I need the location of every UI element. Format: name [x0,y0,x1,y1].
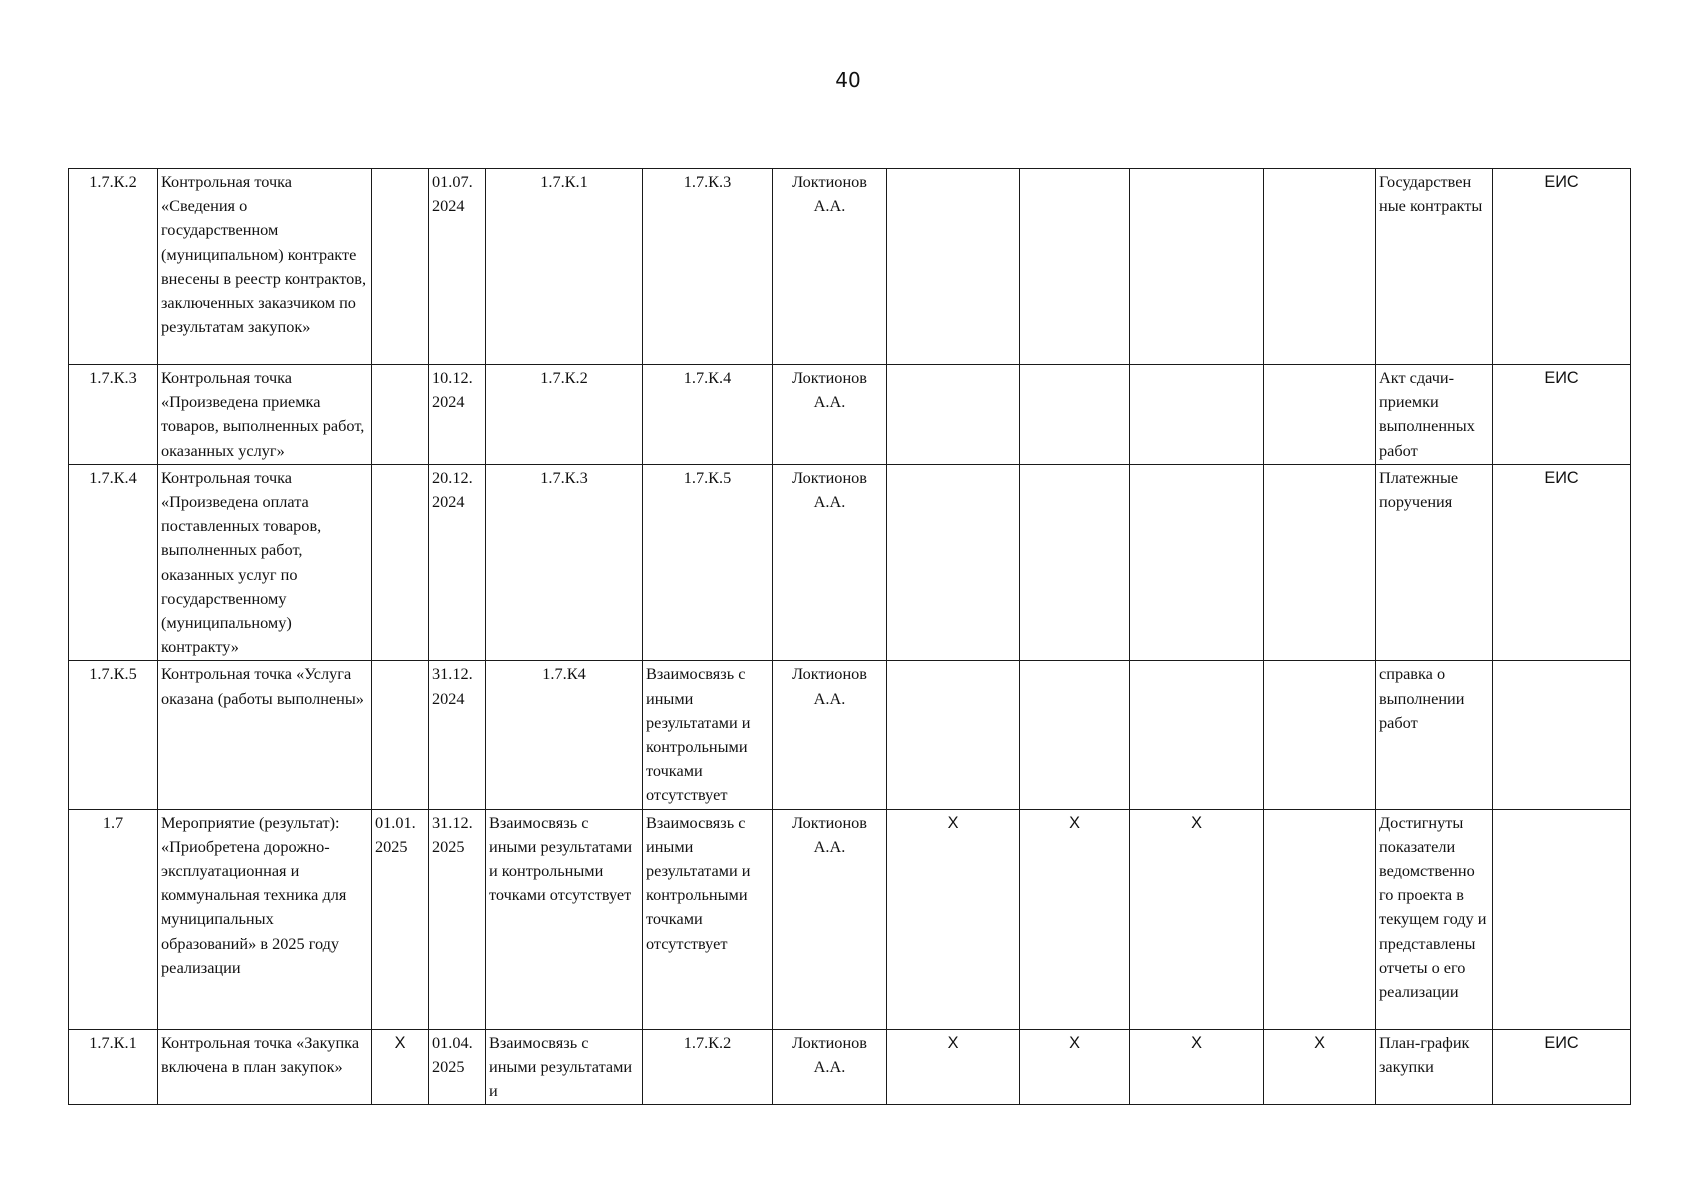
successor-cell: Взаимосвязь с иными результатами и контрольными точками отсутствует [643,661,773,809]
row-name-cell: Контрольная точка «Произведена оплата поставленных товаров, выполненных работ, оказанных услуг по государственному (муниципальному) контракту» [158,464,372,661]
start-date-cell [372,661,429,809]
end-date-cell: 20.12. 2024 [429,464,486,661]
mark-cell-2: X [1020,809,1130,1029]
mark-cell-1: X [887,809,1020,1029]
table-row [69,661,1631,809]
predecessor-cell: 1.7.К.3 [486,464,643,661]
responsible-cell: Локтионов А.А. [773,365,887,465]
system-cell [1493,661,1631,809]
mark-cell-3 [1130,169,1264,365]
predecessor-cell: Взаимосвязь с иными результатами и [486,1029,643,1105]
system-cell: ЕИС [1493,365,1631,465]
mark-cell-2: X [1020,1029,1130,1105]
table-row [69,1029,1631,1105]
mark-cell-2 [1020,464,1130,661]
row-number-cell: 1.7.К.3 [69,365,158,465]
mark-cell-2 [1020,365,1130,465]
mark-cell-1 [887,169,1020,365]
mark-cell-3 [1130,661,1264,809]
mark-cell-4 [1264,809,1376,1029]
row-number-cell: 1.7.К.4 [69,464,158,661]
mark-cell-3 [1130,464,1264,661]
plan-table [68,168,1631,1105]
responsible-cell: Локтионов А.А. [773,661,887,809]
responsible-cell: Локтионов А.А. [773,1029,887,1105]
system-cell [1493,809,1631,1029]
successor-cell: 1.7.К.5 [643,464,773,661]
row-number-cell: 1.7.К.2 [69,169,158,365]
start-date-cell: X [372,1029,429,1105]
successor-cell: Взаимосвязь с иными результатами и контрольными точками отсутствует [643,809,773,1029]
predecessor-cell: 1.7.К.1 [486,169,643,365]
row-number-cell: 1.7 [69,809,158,1029]
row-name-cell: Контрольная точка «Услуга оказана (работы выполнены» [158,661,372,809]
mark-cell-4 [1264,169,1376,365]
table-row [69,809,1631,1029]
successor-cell: 1.7.К.3 [643,169,773,365]
responsible-cell: Локтионов А.А. [773,809,887,1029]
table-row [69,365,1631,465]
mark-cell-2 [1020,169,1130,365]
mark-cell-4 [1264,365,1376,465]
row-name-cell: Контрольная точка «Сведения о государственном (муниципальном) контракте внесены в реестр контрактов, заключенных заказчиком по результатам закупок» [158,169,372,365]
start-date-cell [372,464,429,661]
document-cell: справка о выполнении работ [1376,661,1493,809]
row-number-cell: 1.7.К.1 [69,1029,158,1105]
mark-cell-3: X [1130,1029,1264,1105]
system-cell: ЕИС [1493,464,1631,661]
mark-cell-4 [1264,661,1376,809]
end-date-cell: 01.04. 2025 [429,1029,486,1105]
row-name-cell: Контрольная точка «Произведена приемка товаров, выполненных работ, оказанных услуг» [158,365,372,465]
document-cell: Платежные поручения [1376,464,1493,661]
mark-cell-1 [887,365,1020,465]
successor-cell: 1.7.К.4 [643,365,773,465]
mark-cell-3 [1130,365,1264,465]
responsible-cell: Локтионов А.А. [773,464,887,661]
predecessor-cell: 1.7.К.2 [486,365,643,465]
system-cell: ЕИС [1493,169,1631,365]
document-cell: Достигнуты показатели ведомственно го проекта в текущем году и представлены отчеты о его реализации [1376,809,1493,1029]
page-number: 40 [835,68,861,92]
row-name-cell: Мероприятие (результат): «Приобретена дорожно-эксплуатационная и коммунальная техника для муниципальных образований» в 2025 году реализации [158,809,372,1029]
end-date-cell: 01.07. 2024 [429,169,486,365]
successor-cell: 1.7.К.2 [643,1029,773,1105]
mark-cell-4: X [1264,1029,1376,1105]
predecessor-cell: 1.7.К4 [486,661,643,809]
mark-cell-2 [1020,661,1130,809]
row-name-cell: Контрольная точка «Закупка включена в план закупок» [158,1029,372,1105]
start-date-cell [372,169,429,365]
mark-cell-3: X [1130,809,1264,1029]
predecessor-cell: Взаимосвязь с иными результатами и контрольными точками отсутствует [486,809,643,1029]
mark-cell-1 [887,464,1020,661]
start-date-cell [372,365,429,465]
responsible-cell: Локтионов А.А. [773,169,887,365]
table-row [69,169,1631,365]
mark-cell-1: X [887,1029,1020,1105]
start-date-cell: 01.01. 2025 [372,809,429,1029]
end-date-cell: 31.12. 2025 [429,809,486,1029]
row-number-cell: 1.7.К.5 [69,661,158,809]
end-date-cell: 31.12. 2024 [429,661,486,809]
end-date-cell: 10.12. 2024 [429,365,486,465]
mark-cell-1 [887,661,1020,809]
document-cell: План-график закупки [1376,1029,1493,1105]
document-cell: Государствен ные контракты [1376,169,1493,365]
document-cell: Акт сдачи-приемки выполненных работ [1376,365,1493,465]
mark-cell-4 [1264,464,1376,661]
system-cell: ЕИС [1493,1029,1631,1105]
table-row [69,464,1631,661]
